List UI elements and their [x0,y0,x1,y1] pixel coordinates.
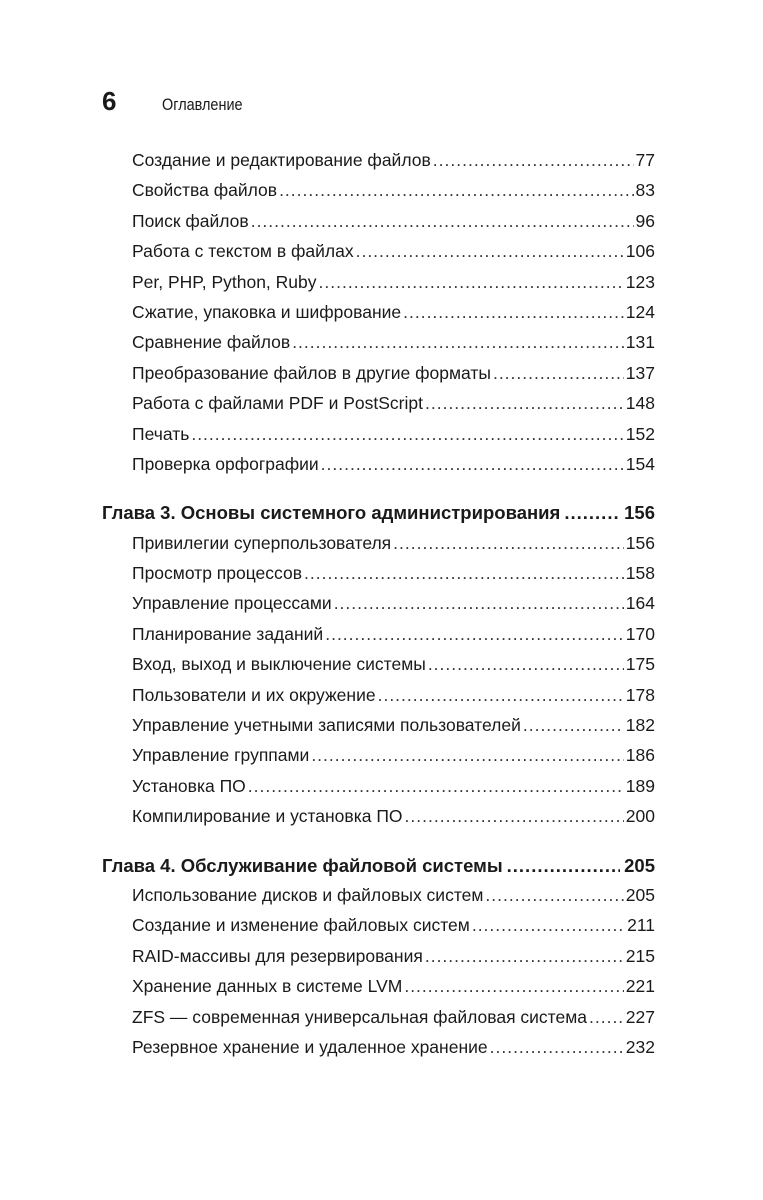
toc-entry [102,685,655,715]
toc-entry [102,454,655,484]
chapter-heading [102,855,655,885]
toc-entry-title: Печать [132,423,190,444]
toc-entry-page: 152 [625,423,655,444]
chapter-title: Глава 4. Обслуживание файловой системы [102,854,503,876]
dot-leader [507,855,620,877]
dot-leader [319,272,624,293]
chapter-page: 156 [624,502,655,524]
toc-entry [102,624,655,654]
dot-leader [311,745,623,766]
toc-entry [102,976,655,1006]
dot-leader [321,454,624,475]
toc-entry-title: Хранение данных в системе LVM [132,976,403,997]
toc-entry [102,745,655,775]
toc-entry-page: 137 [625,362,655,383]
dot-leader [589,1007,624,1028]
toc-entry [102,241,655,271]
toc-entry [102,654,655,684]
toc-entry-title: Установка ПО [132,775,246,796]
running-title: Оглавление [162,95,243,114]
toc-entry-page: 106 [625,241,655,262]
toc-entry-page: 200 [625,806,655,827]
running-head [102,86,257,117]
dot-leader [191,424,623,445]
toc-entry-page: 123 [625,271,655,292]
dot-leader [251,211,634,232]
toc-entry [102,332,655,362]
dot-leader [428,654,624,675]
toc-entry-title: ZFS — современная универсальная файловая система [132,1006,587,1027]
toc-entry-page: 205 [625,884,655,905]
toc-entry [102,715,655,745]
toc-entry [102,885,655,915]
toc-entry-title: Компилирование и установка ПО [132,806,403,827]
toc-entry [102,180,655,210]
toc-entry-title: Управление учетными записями пользователей [132,715,521,736]
dot-leader [378,685,624,706]
toc-entry-title: Вход, выход и выключение системы [132,654,426,675]
toc-entry-page: 77 [635,150,655,170]
toc-entry-title: Поиск файлов [132,210,249,231]
toc-entry-title: Per, PHP, Python, Ruby [132,271,317,292]
dot-leader [356,241,624,262]
toc-entry [102,533,655,563]
toc-entry-page: 175 [625,654,655,675]
dot-leader [279,180,633,201]
toc-entry-title: Работа с файлами PDF и PostScript [132,393,423,414]
toc-entry-page: 131 [625,332,655,353]
toc-entry [102,563,655,593]
toc-entry-page: 170 [625,623,655,644]
toc-entry [102,1037,655,1067]
dot-leader [425,393,624,414]
chapter-page: 205 [624,854,655,876]
dot-leader [334,593,624,614]
toc-entry-page: 154 [625,453,655,474]
dot-leader [405,806,624,827]
toc-entry-title: Планирование заданий [132,623,324,644]
toc-entry [102,806,655,836]
chapter-title: Глава 3. Основы системного администрирования [102,502,561,524]
toc-group [102,885,655,1067]
dot-leader [304,563,624,584]
toc-entry-page: 186 [625,745,655,766]
toc-entry [102,393,655,423]
toc-entry-page: 227 [625,1006,655,1027]
dot-leader [433,150,634,171]
toc-entry-title: Свойства файлов [132,180,278,201]
dot-leader [248,776,624,797]
toc-entry-page: 158 [625,563,655,584]
toc-entry-page: 182 [625,715,655,736]
toc-entry-title: Сравнение файлов [132,332,291,353]
dot-leader [485,885,623,906]
toc-entry [102,1007,655,1037]
toc-entry [102,272,655,302]
toc-entry [102,776,655,806]
toc-entry-title: Сжатие, упаковка и шифрование [132,301,402,322]
toc-entry-title: Пользователи и их окружение [132,684,376,705]
toc-entry-title: Использование дисков и файловых систем [132,884,484,905]
toc-entry [102,363,655,393]
toc-entry-title: Создание и редактирование файлов [132,150,431,170]
toc-entry-page: 156 [625,532,655,553]
chapter-heading [102,502,655,532]
toc-entry-page: 96 [635,210,655,231]
toc-entry [102,302,655,332]
toc-entry-title: Проверка орфографии [132,453,319,474]
toc-group [102,533,655,837]
toc-entry [102,150,655,180]
toc-entry-page: 124 [625,301,655,322]
dot-leader [523,715,624,736]
toc-entry-title: Преобразование файлов в другие форматы [132,362,491,383]
toc-entry-title: Резервное хранение и удаленное хранение [132,1036,488,1057]
toc-entry-title: Создание и изменение файловых систем [132,915,470,936]
toc-entry-page: 83 [635,180,655,201]
toc-entry [102,593,655,623]
toc-entry-title: Просмотр процессов [132,563,303,584]
toc-entry-page: 164 [625,593,655,614]
toc-entry [102,424,655,454]
table-of-contents [102,150,655,1067]
toc-entry-title: Привилегии суперпользователя [132,532,392,553]
toc-entry [102,211,655,241]
toc-entry-page: 221 [625,976,655,997]
toc-entry-title: Работа с текстом в файлах [132,241,354,262]
dot-leader [564,502,620,524]
toc-entry-page: 211 [627,915,655,936]
toc-entry-page: 215 [625,945,655,966]
dot-leader [425,946,624,967]
toc-entry-title: RAID-массивы для резервирования [132,945,423,966]
toc-entry [102,915,655,945]
toc-group [102,150,655,484]
toc-entry [102,946,655,976]
dot-leader [325,624,624,645]
toc-entry-page: 189 [625,775,655,796]
dot-leader [404,976,623,997]
dot-leader [403,302,624,323]
page-number: 6 [102,86,117,116]
toc-entry-page: 178 [625,684,655,705]
dot-leader [393,533,624,554]
toc-entry-page: 148 [625,393,655,414]
dot-leader [493,363,624,384]
dot-leader [472,915,625,936]
dot-leader [490,1037,624,1058]
toc-entry-title: Управление группами [132,745,310,766]
dot-leader [292,332,624,353]
toc-entry-page: 232 [625,1036,655,1057]
toc-entry-title: Управление процессами [132,593,332,614]
